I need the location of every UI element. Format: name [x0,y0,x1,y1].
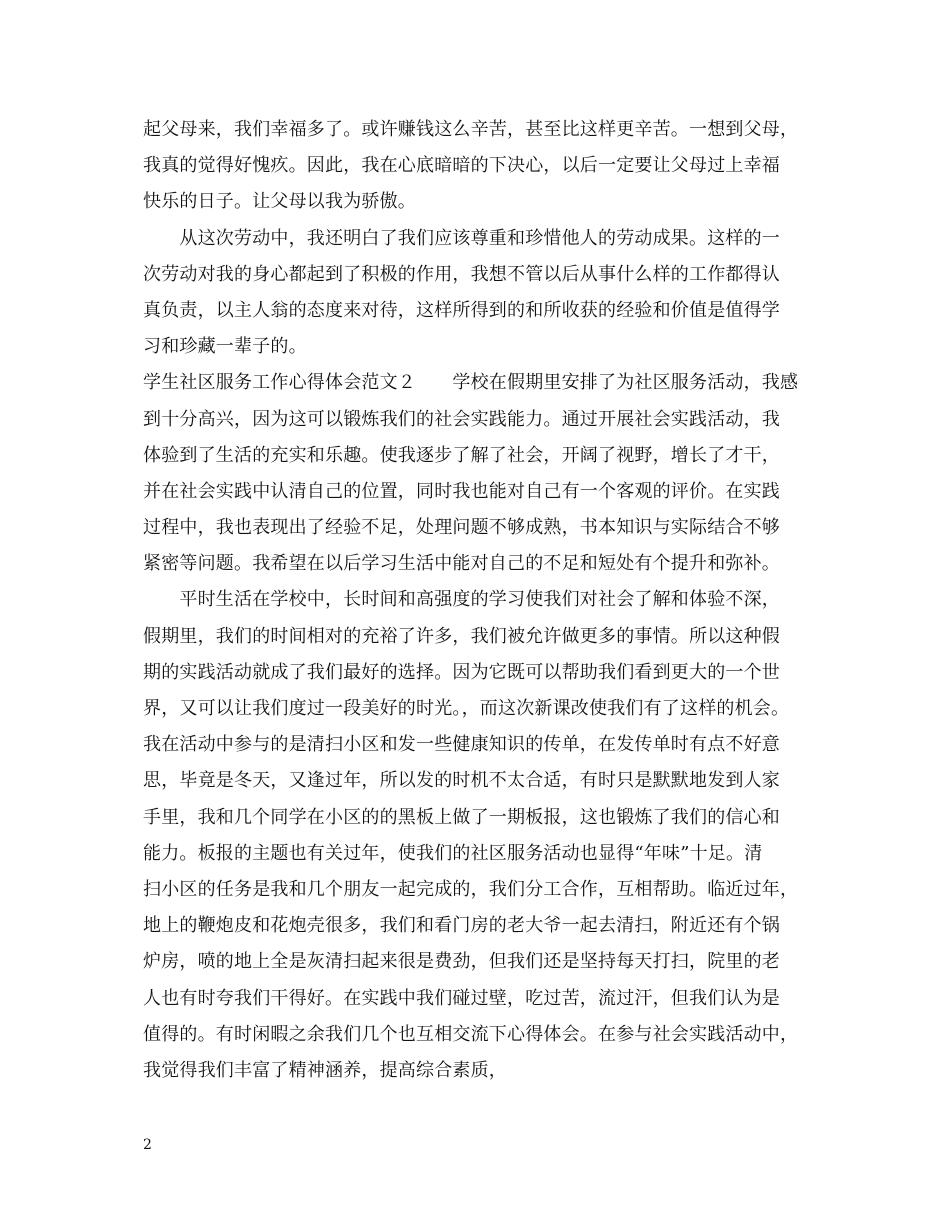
text-line: 我在活动中参与的是清扫小区和发一些健康知识的传单，在发传单时有点不好意 [143,734,780,756]
text-line: 过程中，我也表现出了经验不足，处理问题不够成熟，书本知识与实际结合不够 [143,517,780,539]
body-text [143,112,823,1089]
text-line: 思，毕竟是冬天，又逢过年，所以发的时机不太合适，有时只是默默地发到人家 [143,770,780,792]
text-line: 平时生活在学校中，长时间和高强度的学习使我们对社会了解和体验不深， [143,589,780,611]
text-line: 人也有时夸我们干得好。在实践中我们碰过壁，吃过苦，流过汗，但我们认为是 [143,987,780,1009]
page-number: 2 [143,1137,152,1153]
text-line: 假期里，我们的时间相对的充裕了许多，我们被允许做更多的事情。所以这种假 [143,625,780,647]
text-line: 从这次劳动中，我还明白了我们应该尊重和珍惜他人的劳动成果。这样的一 [143,227,780,249]
text-line: 地上的鞭炮皮和花炮壳很多，我们和看门房的老大爷一起去清扫，附近还有个锅 [143,915,780,937]
text-line: 期的实践活动就成了我们最好的选择。因为它既可以帮助我们看到更大的一个世 [143,661,780,683]
text-line: 次劳动对我的身心都起到了积极的作用，我想不管以后从事什么样的工作都得认 [143,263,780,285]
text-line: 值得的。有时闲暇之余我们几个也互相交流下心得体会。在参与社会实践活动中， [143,1023,799,1045]
text-line: 习和珍藏一辈子的。 [143,336,307,358]
text-line: 到十分高兴，因为这可以锻炼我们的社会实践能力。通过开展社会实践活动，我 [143,408,780,430]
text-line: 扫小区的任务是我和几个朋友一起完成的，我们分工合作，互相帮助。临近过年， [143,878,799,900]
text-line: 起父母来，我们幸福多了。或许赚钱这么辛苦，甚至比这样更辛苦。一想到父母， [143,119,799,140]
text-line: 紧密等问题。我希望在以后学习生活中能对自己的不足和短处有个提升和弥补。 [143,553,780,575]
text-line: 手里，我和几个同学在小区的的黑板上做了一期板报，这也锻炼了我们的信心和 [143,806,780,828]
text-line: 界，又可以让我们度过一段美好的时光。，而这次新课改使我们有了这样的机会。 [143,698,790,719]
text-line: 能力。板报的主题也有关过年，使我们的社区服务活动也显得“年味”十足。清 [143,842,763,864]
text-line: 炉房，喷的地上全是灰清扫起来很是费劲，但我们还是坚持每天打扫，院里的老 [143,951,780,973]
text-line: 真负责，以主人翁的态度来对待，这样所得到的和所收获的经验和价值是值得学 [143,299,780,321]
text-line: 我真的觉得好愧疚。因此，我在心底暗暗的下决心，以后一定要让父母过上幸福 [143,155,780,177]
text-line: 并在社会实践中认清自己的位置，同时我也能对自己有一个客观的评价。在实践 [143,480,780,502]
text-line: 快乐的日子。让父母以我为骄傲。 [143,191,416,213]
text-line: 学生社区服务工作心得体会范文２ 学校在假期里安排了为社区服务活动，我感 [143,372,799,394]
text-line: 体验到了生活的充实和乐趣。使我逐步了解了社会，开阔了视野，增长了才干， [143,444,780,466]
text-line: 我觉得我们丰富了精神涵养，提高综合素质， [143,1059,507,1081]
